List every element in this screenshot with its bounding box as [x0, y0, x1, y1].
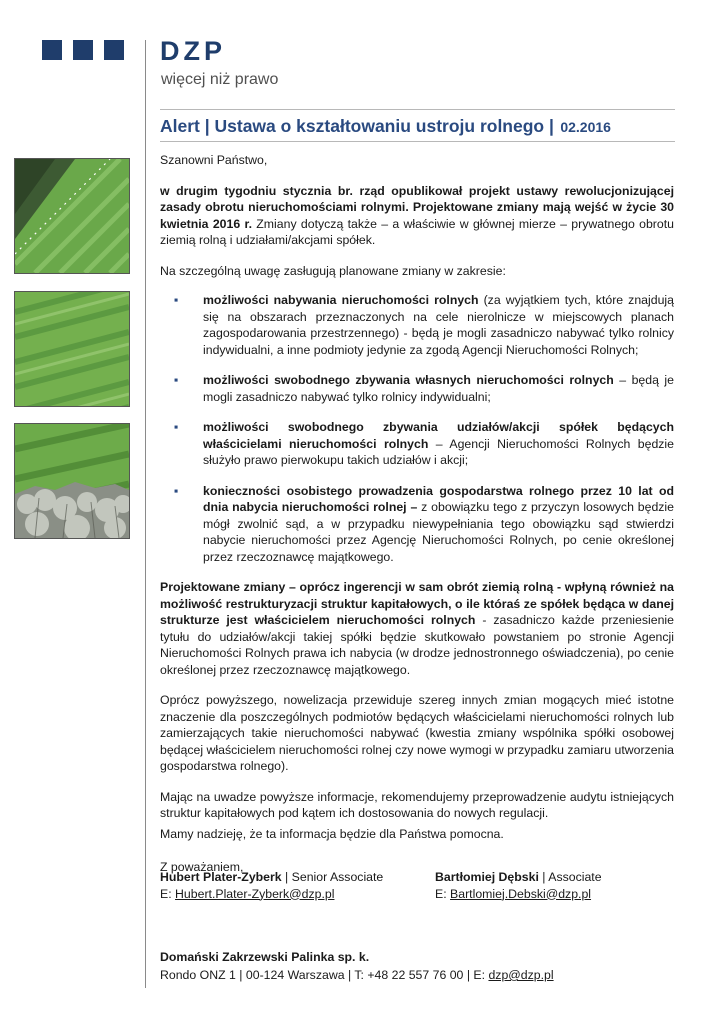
contact-email-line — [435, 886, 602, 903]
email-label: E: — [435, 886, 451, 901]
intro-rest: Zmiany dotyczą także – a właściwie w głównej mierze – prywatnego obrotu ziemią rolną i udziałami/akcjami spółek. — [160, 216, 675, 247]
field-photo-image — [15, 292, 129, 406]
contact-separator: | — [538, 870, 549, 884]
list-item-bold: konieczności osobistego prowadzenia gospodarstwa rolnego przez 10 lat od dnia nabycia nieruchomości rolnej – — [203, 483, 674, 514]
list-item-text: z obowiązku tego z przyczyn losowych będzie mógł zwolnić sąd, a w przypadku niewypełniania tego obowiązku sąd stwierdzi nabycie nieruchomości przez Agencję Nieruchomości Rolnych, po cenie określonej przez rzeczoznawcę majątkowego. — [203, 500, 674, 564]
footer-email-link[interactable]: dzp@dzp.pl — [488, 968, 554, 982]
footer-address: Rondo ONZ 1 | 00-124 Warszawa | T: +48 22 557 76 00 | E: — [160, 968, 489, 982]
brand-tagline: więcej niż prawo — [161, 71, 279, 88]
field-photo-image — [15, 424, 129, 538]
hope-paragraph: Mamy nadzieję, że ta informacja będzie dla Państwa pomocna. — [160, 826, 504, 841]
list-item-text: – Agencji Nieruchomości Rolnych będzie służyło prawo pierwokupu takich udziałów i akcji; — [203, 436, 674, 467]
contact-line — [160, 869, 383, 886]
contact-card — [435, 869, 602, 902]
closing: Z poważaniem, — [160, 860, 244, 874]
contact-separator: | — [281, 870, 292, 884]
list-item — [160, 483, 674, 566]
projected-changes-paragraph — [160, 579, 674, 678]
projected-bold: Projektowane zmiany – oprócz ingerencji w sam obrót ziemią rolną - wpłyną również na możliwość restrukturyzacji struktur kapitałowych, o ile któraś ze spółek będąca w danej strukturze jest właścicielem nieruchomości rolnych — [160, 580, 674, 627]
list-item — [160, 372, 674, 405]
changes-list — [160, 292, 674, 565]
list-item-bold: możliwości swobodnego zbywania udziałów/akcji spółek będących właścicielami nieruchomości rolnych — [203, 420, 674, 451]
list-item-bold: możliwości swobodnego zbywania własnych nieruchomości rolnych — [203, 373, 614, 387]
logo-square — [104, 40, 124, 60]
title-rule-top — [160, 109, 675, 110]
contact-card — [160, 869, 383, 902]
field-photo — [14, 158, 130, 274]
contact-role: Senior Associate — [291, 870, 384, 884]
footer — [160, 948, 680, 984]
contact-email-line — [160, 886, 383, 903]
logo-square — [42, 40, 62, 60]
other-changes-paragraph: Oprócz powyższego, nowelizacja przewiduje szereg innych zmian mogących mieć istotne znaczenie dla poszczególnych podmiotów będących właścicielami nieruchomości rolnych lub zamierzających takie nieruchomości nabywać (kwestia zmiany wspólnika spółki osobowej będącej właścicielem nieruchomości rolnej czy nowe wymogi w przypadku zamiaru utworzenia gospodarstwa rolnego). — [160, 693, 674, 773]
title-rule-bottom — [160, 141, 675, 142]
contact-email-link[interactable]: Bartlomiej.Debski@dzp.pl — [450, 886, 592, 901]
bullet-icon: ▪ — [174, 483, 179, 498]
list-item-bold: możliwości nabywania nieruchomości rolnych — [203, 293, 479, 307]
field-photo-image — [15, 159, 129, 273]
vertical-divider — [145, 40, 146, 988]
bullet-icon: ▪ — [174, 293, 179, 307]
letter-body — [160, 152, 674, 876]
email-label: E: — [160, 886, 176, 901]
footer-company: Domański Zakrzewski Palinka sp. k. — [160, 950, 370, 964]
contact-name: Bartłomiej Dębski — [435, 870, 539, 884]
title-text: Alert | Ustawa o kształtowaniu ustroju rolnego | — [160, 116, 554, 136]
list-item — [160, 419, 674, 469]
brand-logo: DZP — [160, 36, 226, 66]
list-intro: Na szczególną uwagę zasługują planowane zmiany w zakresie: — [160, 263, 506, 278]
logo-square — [73, 40, 93, 60]
greeting: Szanowni Państwo, — [160, 153, 268, 167]
bullet-icon: ▪ — [174, 420, 179, 434]
field-photo — [14, 423, 130, 539]
contact-email-link[interactable]: Hubert.Plater-Zyberk@dzp.pl — [175, 886, 335, 901]
recommendation-paragraph: Mając na uwadze powyższe informacje, rekomendujemy przeprowadzenie audytu istniejących struktur kapitałowych pod kątem ich dostosowania do nowych regulacji. — [160, 789, 674, 820]
contact-line — [435, 869, 602, 886]
list-item-text: (za wyjątkiem tych, które znajdują się na obszarach przeznaczonych na cele nierolnicze w miejscowych planach zagospodarowania przestrzennego) - będą je mogli zasadniczo nabywać tylko rolnicy indywidualni, a inne podmioty jedynie za zgodą Agencji Nieruchomości Rolnych; — [203, 293, 674, 357]
projected-rest: - zasadniczo każde przeniesienie tytułu do udziałów/akcji takiej spółki będzie skutkowało powstaniem po stronie Agencji Nieruchomości Rolnych prawa ich nabycia (w drodze jednostronnego oświadczenia), po cenie określonej przez rzeczoznawcę majątkowego. — [160, 613, 674, 677]
bullet-icon: ▪ — [174, 373, 179, 387]
title-date: 02.2016 — [560, 119, 611, 135]
page-title — [160, 115, 675, 139]
list-item — [160, 292, 674, 358]
field-photo — [14, 291, 130, 407]
list-item-text: – będą je mogli zasadniczo nabywać tylko rolnicy indywidualni; — [203, 373, 674, 404]
contact-role: Associate — [548, 870, 602, 884]
footer-address-line — [160, 966, 680, 984]
intro-bold: w drugim tygodniu stycznia br. rząd opublikował projekt ustawy rewolucjonizującej zasady obrotu nieruchomościami rolnymi. Projektowane zmiany mają wejść w życie 30 kwietnia 2016 r. — [160, 183, 674, 231]
contact-name: Hubert Plater-Zyberk — [160, 870, 282, 884]
intro-paragraph — [160, 183, 674, 249]
